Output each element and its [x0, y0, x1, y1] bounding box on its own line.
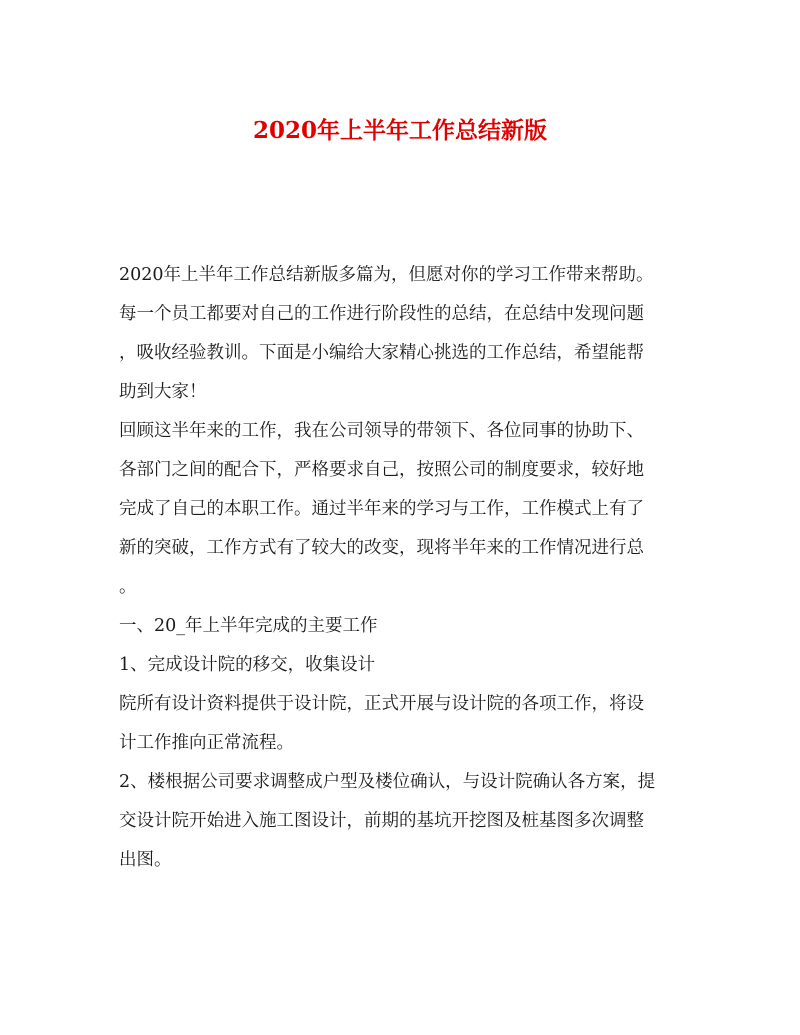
body-line: 1、完成设计院的移交，收集设计 — [119, 655, 376, 675]
body-line: 交设计院开始进入施工图设计，前期的基坑开挖图及桩基图多次调整 — [119, 811, 644, 831]
body-line: 2、楼根据公司要求调整成户型及楼位确认，与设计院确认各方案，提 — [119, 772, 656, 792]
body-line: 。 — [119, 577, 137, 597]
body-line: 院所有设计资料提供于设计院，正式开展与设计院的各项工作，将设 — [119, 694, 644, 714]
body-line: 回顾这半年来的工作，我在公司领导的带领下、各位同事的协助下、 — [119, 421, 644, 441]
body-line: 新的突破，工作方式有了较大的改变，现将半年来的工作情况进行总 — [119, 538, 644, 558]
body-line: 2020年上半年工作总结新版多篇为，但愿对你的学习工作带来帮助。 — [119, 265, 654, 285]
body-line: ，吸收经验教训。下面是小编给大家精心挑选的工作总结，希望能帮 — [119, 343, 644, 363]
section-heading: 一、20_年上半年完成的主要工作 — [119, 616, 378, 636]
body-line: 每一个员工都要对自己的工作进行阶段性的总结，在总结中发现问题 — [119, 304, 644, 324]
body-line: 助到大家！ — [119, 382, 207, 402]
body-line: 各部门之间的配合下，严格要求自己，按照公司的制度要求，较好地 — [119, 460, 644, 480]
body-line: 完成了自己的本职工作。通过半年来的学习与工作，工作模式上有了 — [119, 499, 644, 519]
body-line: 计工作推向正常流程。 — [119, 733, 294, 753]
body-line: 出图。 — [119, 850, 172, 870]
document-title: 2020年上半年工作总结新版 — [252, 117, 547, 144]
